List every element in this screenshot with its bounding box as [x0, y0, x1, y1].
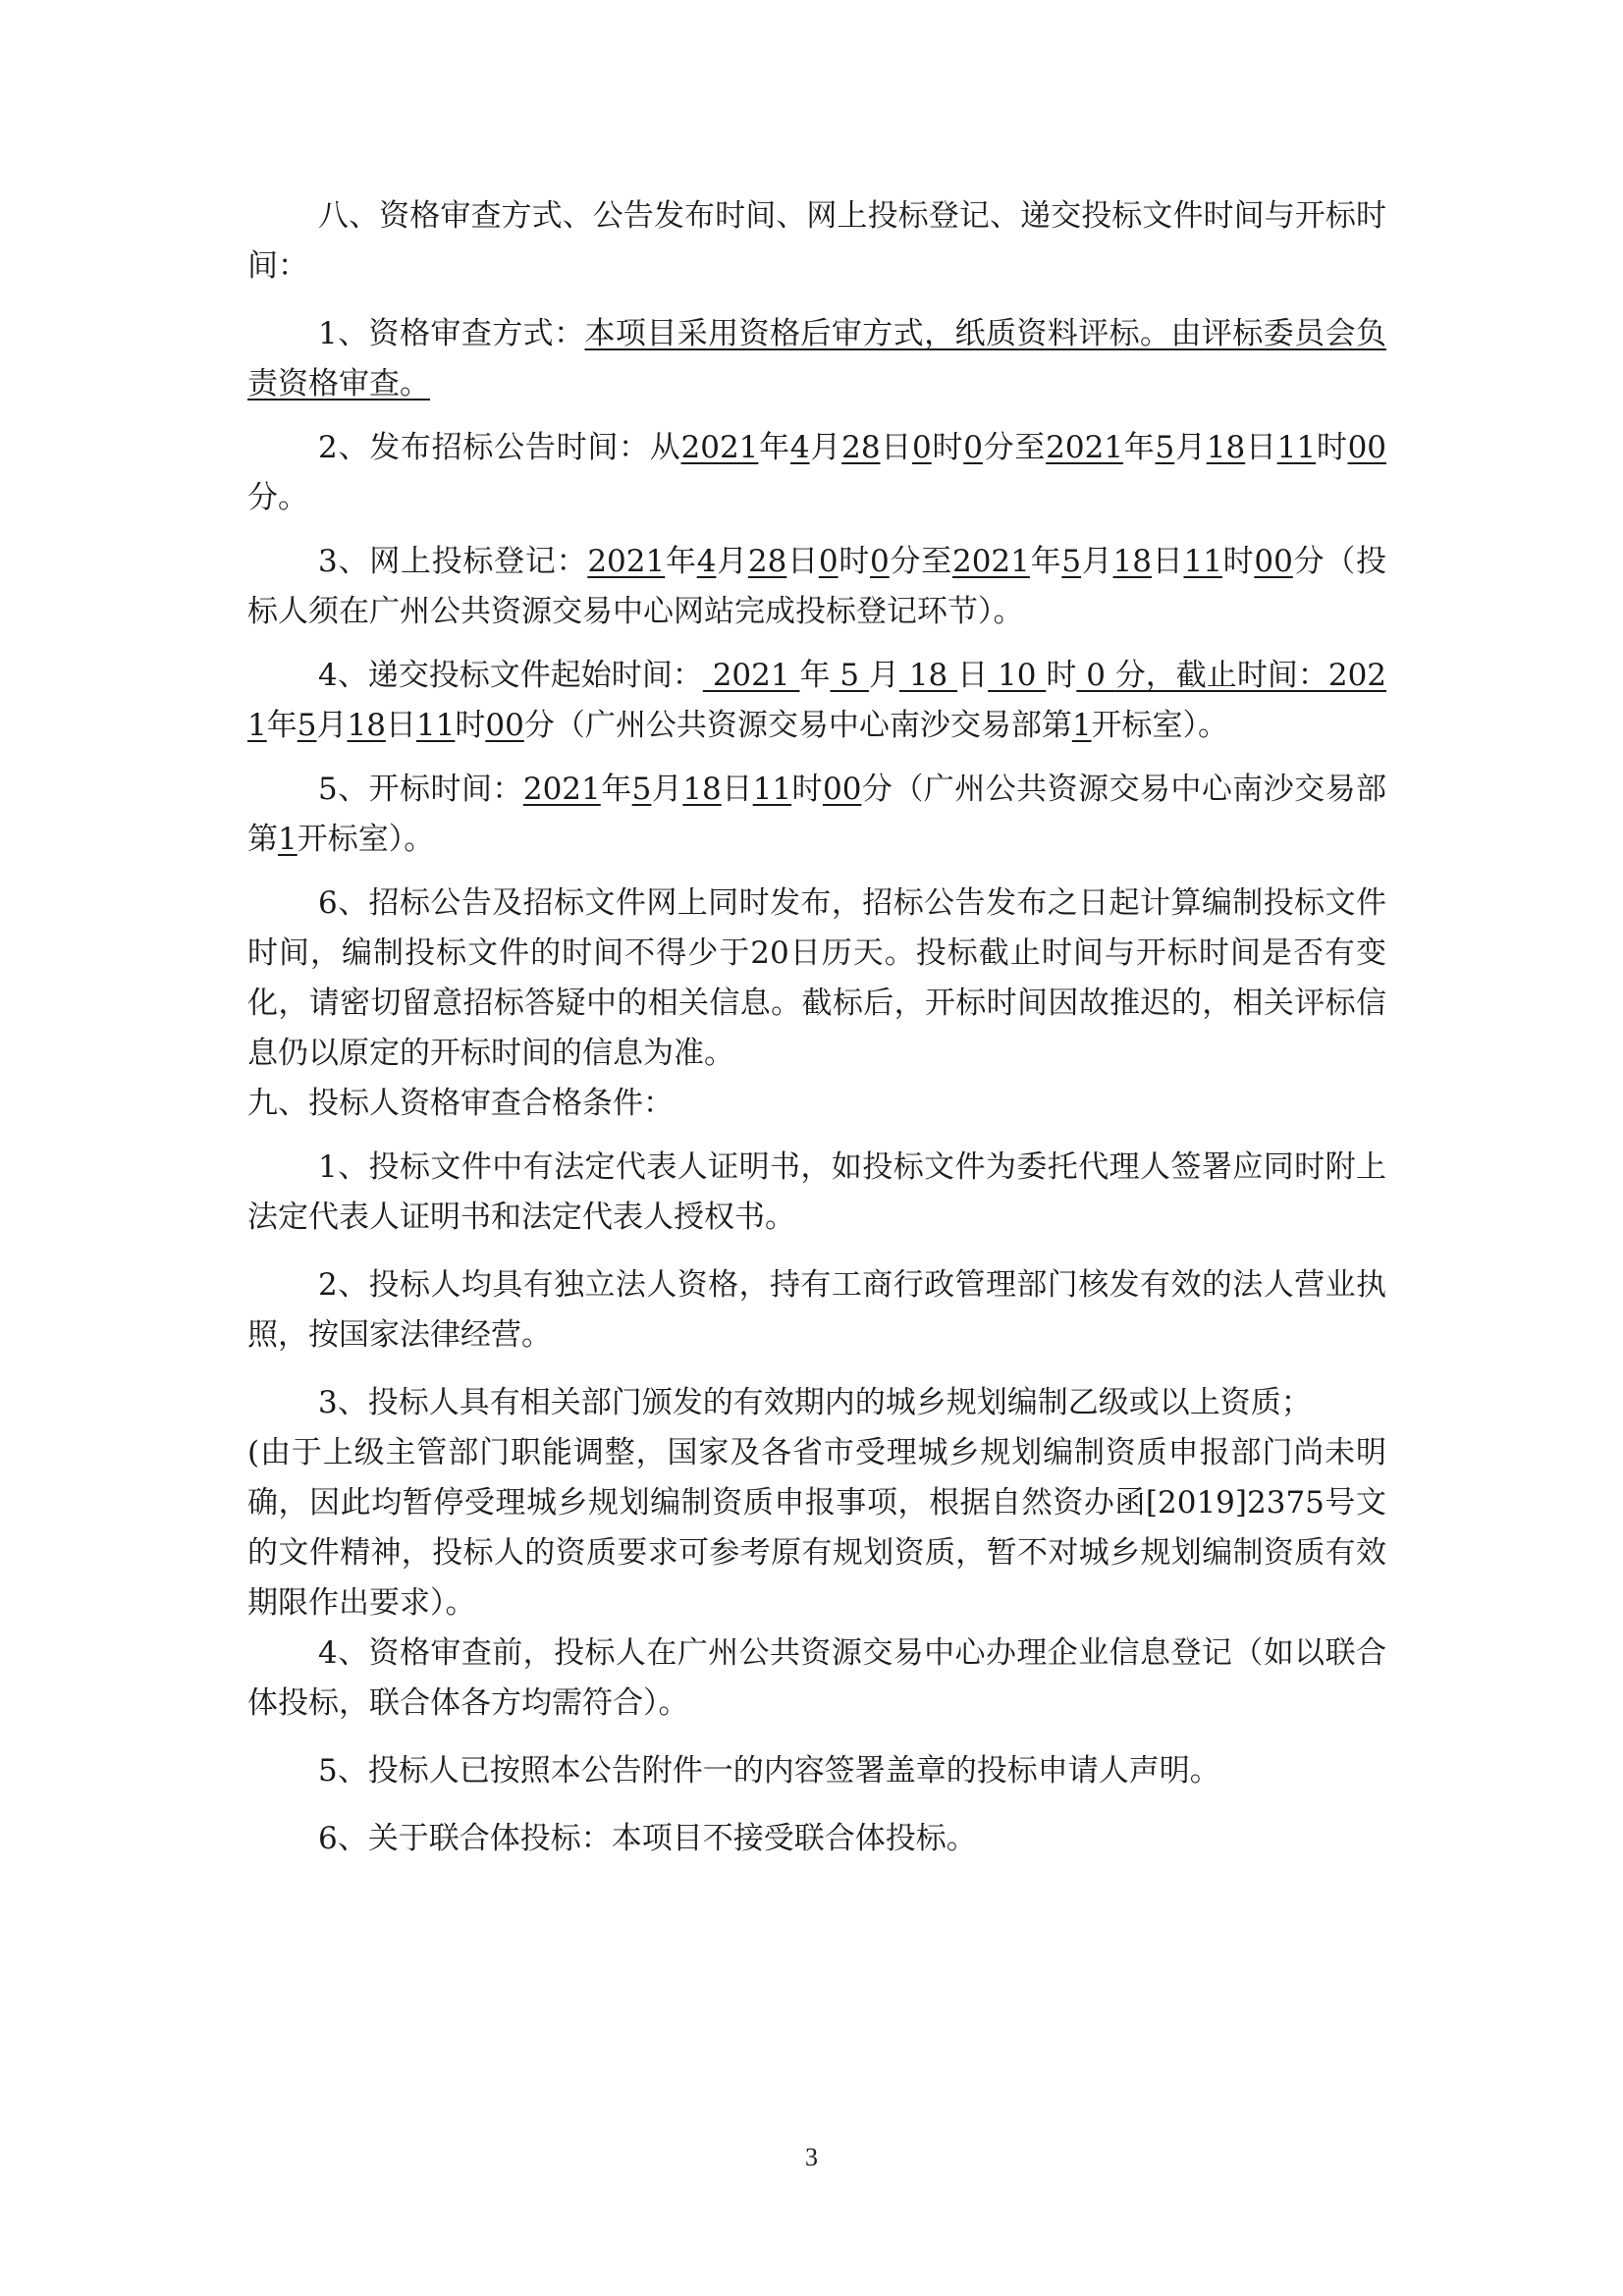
text-run: 3、网上投标登记： — [318, 544, 588, 579]
text-run: 年 — [758, 430, 790, 465]
text-run: 开标室）。 — [1091, 708, 1229, 743]
s8-item-6: 6、招标公告及招标文件网上同时发布，招标公告发布之日起计算编制投标文件时间，编制投标文件的时间不得少于20日历天。投标截止时间与开标时间是否有变化，请密切留意招标答疑中的相关信息。截标后，开标时间因故推迟的，相关评标信息仍以原定的开标时间的信息为准。 — [247, 885, 1386, 1071]
year-value: 2021 — [702, 658, 800, 693]
day-value: 18 — [682, 772, 722, 807]
hour-value: 11 — [752, 772, 792, 807]
month-value: 4 — [789, 430, 810, 465]
hour-value: 10 — [988, 658, 1047, 693]
s9-item-3-note: (由于上级主管部门职能调整，国家及各省市受理城乡规划编制资质申报部门尚未明确，因此均暂停受理城乡规划编制资质申报事项，根据自然资办函[2019]2375号文的文件精神，投标人的资质要求可参考原有规划资质，暂不对城乡规划编制资质有效期限作出要求）。 — [247, 1435, 1386, 1621]
minute-value: 00 — [1254, 544, 1293, 579]
day-value: 18 — [1112, 544, 1152, 579]
page-number: 3 — [805, 2143, 818, 2171]
text-run: 时 — [1316, 430, 1348, 465]
text-run: 月 — [716, 544, 748, 579]
year-value: 2021 — [680, 430, 759, 465]
s8-item-1 — [247, 309, 1386, 409]
minute-value: 00 — [485, 708, 524, 743]
hour-value: 0 — [818, 544, 839, 579]
text-run: 年 — [1029, 544, 1062, 579]
minute-value: 0 — [870, 544, 890, 579]
day-value: 18 — [347, 708, 386, 743]
text-run: 日 — [385, 708, 416, 743]
year-value: 2021 — [1046, 430, 1124, 465]
s9-item-4: 4、资格审查前，投标人在广州公共资源交易中心办理企业信息登记（如以联合体投标，联合体各方均需符合）。 — [247, 1635, 1386, 1721]
text-run: 月 — [651, 772, 683, 807]
section-9-heading: 九、投标人资格审查合格条件： — [247, 1086, 674, 1121]
month-value: 4 — [696, 544, 717, 579]
text-run: 2、发布招标公告时间：从 — [318, 430, 681, 465]
text-run: 年 — [665, 544, 697, 579]
hour-value: 0 — [912, 430, 932, 465]
hour-value: 11 — [1183, 544, 1222, 579]
text-run: 分。 — [247, 480, 308, 515]
text-run: 年 — [600, 772, 632, 807]
text-run: 分（投标人须在广州公共资源交易中心网站完成投标登记环节）。 — [247, 544, 1387, 629]
text-run: 日 — [957, 658, 989, 693]
text-run: 日 — [721, 772, 753, 807]
page-content — [247, 191, 1386, 1864]
text-run: 分至 — [982, 430, 1047, 465]
text-run: 月 — [809, 430, 842, 465]
section-8-heading: 八、资格审查方式、公告发布时间、网上投标登记、递交投标文件时间与开标时间： — [247, 198, 1386, 284]
text-run: 年 — [1123, 430, 1156, 465]
s8-item-1-label: 1、资格审查方式： — [318, 316, 585, 351]
text-run: 月 — [316, 708, 348, 743]
text-run: 开标室）。 — [297, 822, 435, 857]
year-value: 2021 — [587, 544, 666, 579]
year-value: 2021 — [951, 544, 1030, 579]
text-run: 5、开标时间： — [318, 772, 523, 807]
text-run: 月 — [1174, 430, 1207, 465]
text-run: 月 — [868, 658, 899, 693]
hour-value: 11 — [1276, 430, 1317, 465]
month-value: 5 — [297, 708, 317, 743]
s9-item-6: 6、关于联合体投标：本项目不接受联合体投标。 — [318, 1821, 977, 1856]
minute-value: 00 — [1347, 430, 1387, 465]
text-run: 分（广州公共资源交易中心南沙交易部第 — [523, 708, 1072, 743]
s8-item-2 — [247, 423, 1386, 523]
room-value: 1 — [278, 822, 298, 857]
month-value: 5 — [1155, 430, 1175, 465]
s8-item-5 — [247, 765, 1386, 865]
text-run: 时 — [791, 772, 824, 807]
month-value: 5 — [631, 772, 652, 807]
text-run: 日 — [1152, 544, 1184, 579]
text-run: 4、递交投标文件起始时间： — [318, 658, 703, 693]
text-run: 月 — [1081, 544, 1113, 579]
day-value: 28 — [841, 430, 881, 465]
minute-value: 0 — [963, 430, 983, 465]
s9-item-1: 1、投标文件中有法定代表人证明书，如投标文件为委托代理人签署应同时附上法定代表人证明书和法定代表人授权书。 — [247, 1149, 1386, 1235]
text-run: 日 — [880, 430, 913, 465]
day-value: 28 — [747, 544, 787, 579]
text-run: 年 — [266, 708, 298, 743]
text-run: 时 — [838, 544, 871, 579]
text-run: 时 — [1221, 544, 1255, 579]
year-value: 2021 — [522, 772, 601, 807]
text-run: 时 — [931, 430, 964, 465]
deadline-run: 分，截止时间：2021 — [247, 658, 1387, 743]
day-value: 18 — [1206, 430, 1246, 465]
text-run: 时 — [1046, 658, 1077, 693]
s9-item-5: 5、投标人已按照本公告附件一的内容签署盖章的投标申请人声明。 — [318, 1753, 1220, 1789]
month-value: 5 — [1061, 544, 1082, 579]
text-run: 分至 — [889, 544, 952, 579]
text-run: 分（广州公共资源交易中心南沙交易部第 — [247, 772, 1387, 857]
room-value: 1 — [1071, 708, 1092, 743]
s9-item-2: 2、投标人均具有独立法人资格，持有工商行政管理部门核发有效的法人营业执照，按国家法律经营。 — [247, 1267, 1386, 1353]
month-value: 5 — [830, 658, 869, 693]
hour-value: 11 — [415, 708, 456, 743]
s8-item-4 — [247, 651, 1386, 751]
text-run: 年 — [799, 658, 831, 693]
s8-item-3 — [247, 537, 1386, 637]
minute-value: 00 — [823, 772, 862, 807]
day-value: 18 — [898, 658, 958, 693]
text-run: 时 — [455, 708, 486, 743]
s9-item-3: 3、投标人具有相关部门颁发的有效期内的城乡规划编制乙级或以上资质； — [318, 1385, 1312, 1420]
s8-item-1-value: 本项目采用资格后审方式，纸质资料评标。由评标委员会负责资格审查。 — [247, 316, 1386, 401]
text-run: 日 — [1245, 430, 1277, 465]
minute-value: 0 — [1076, 658, 1115, 693]
text-run: 日 — [786, 544, 819, 579]
